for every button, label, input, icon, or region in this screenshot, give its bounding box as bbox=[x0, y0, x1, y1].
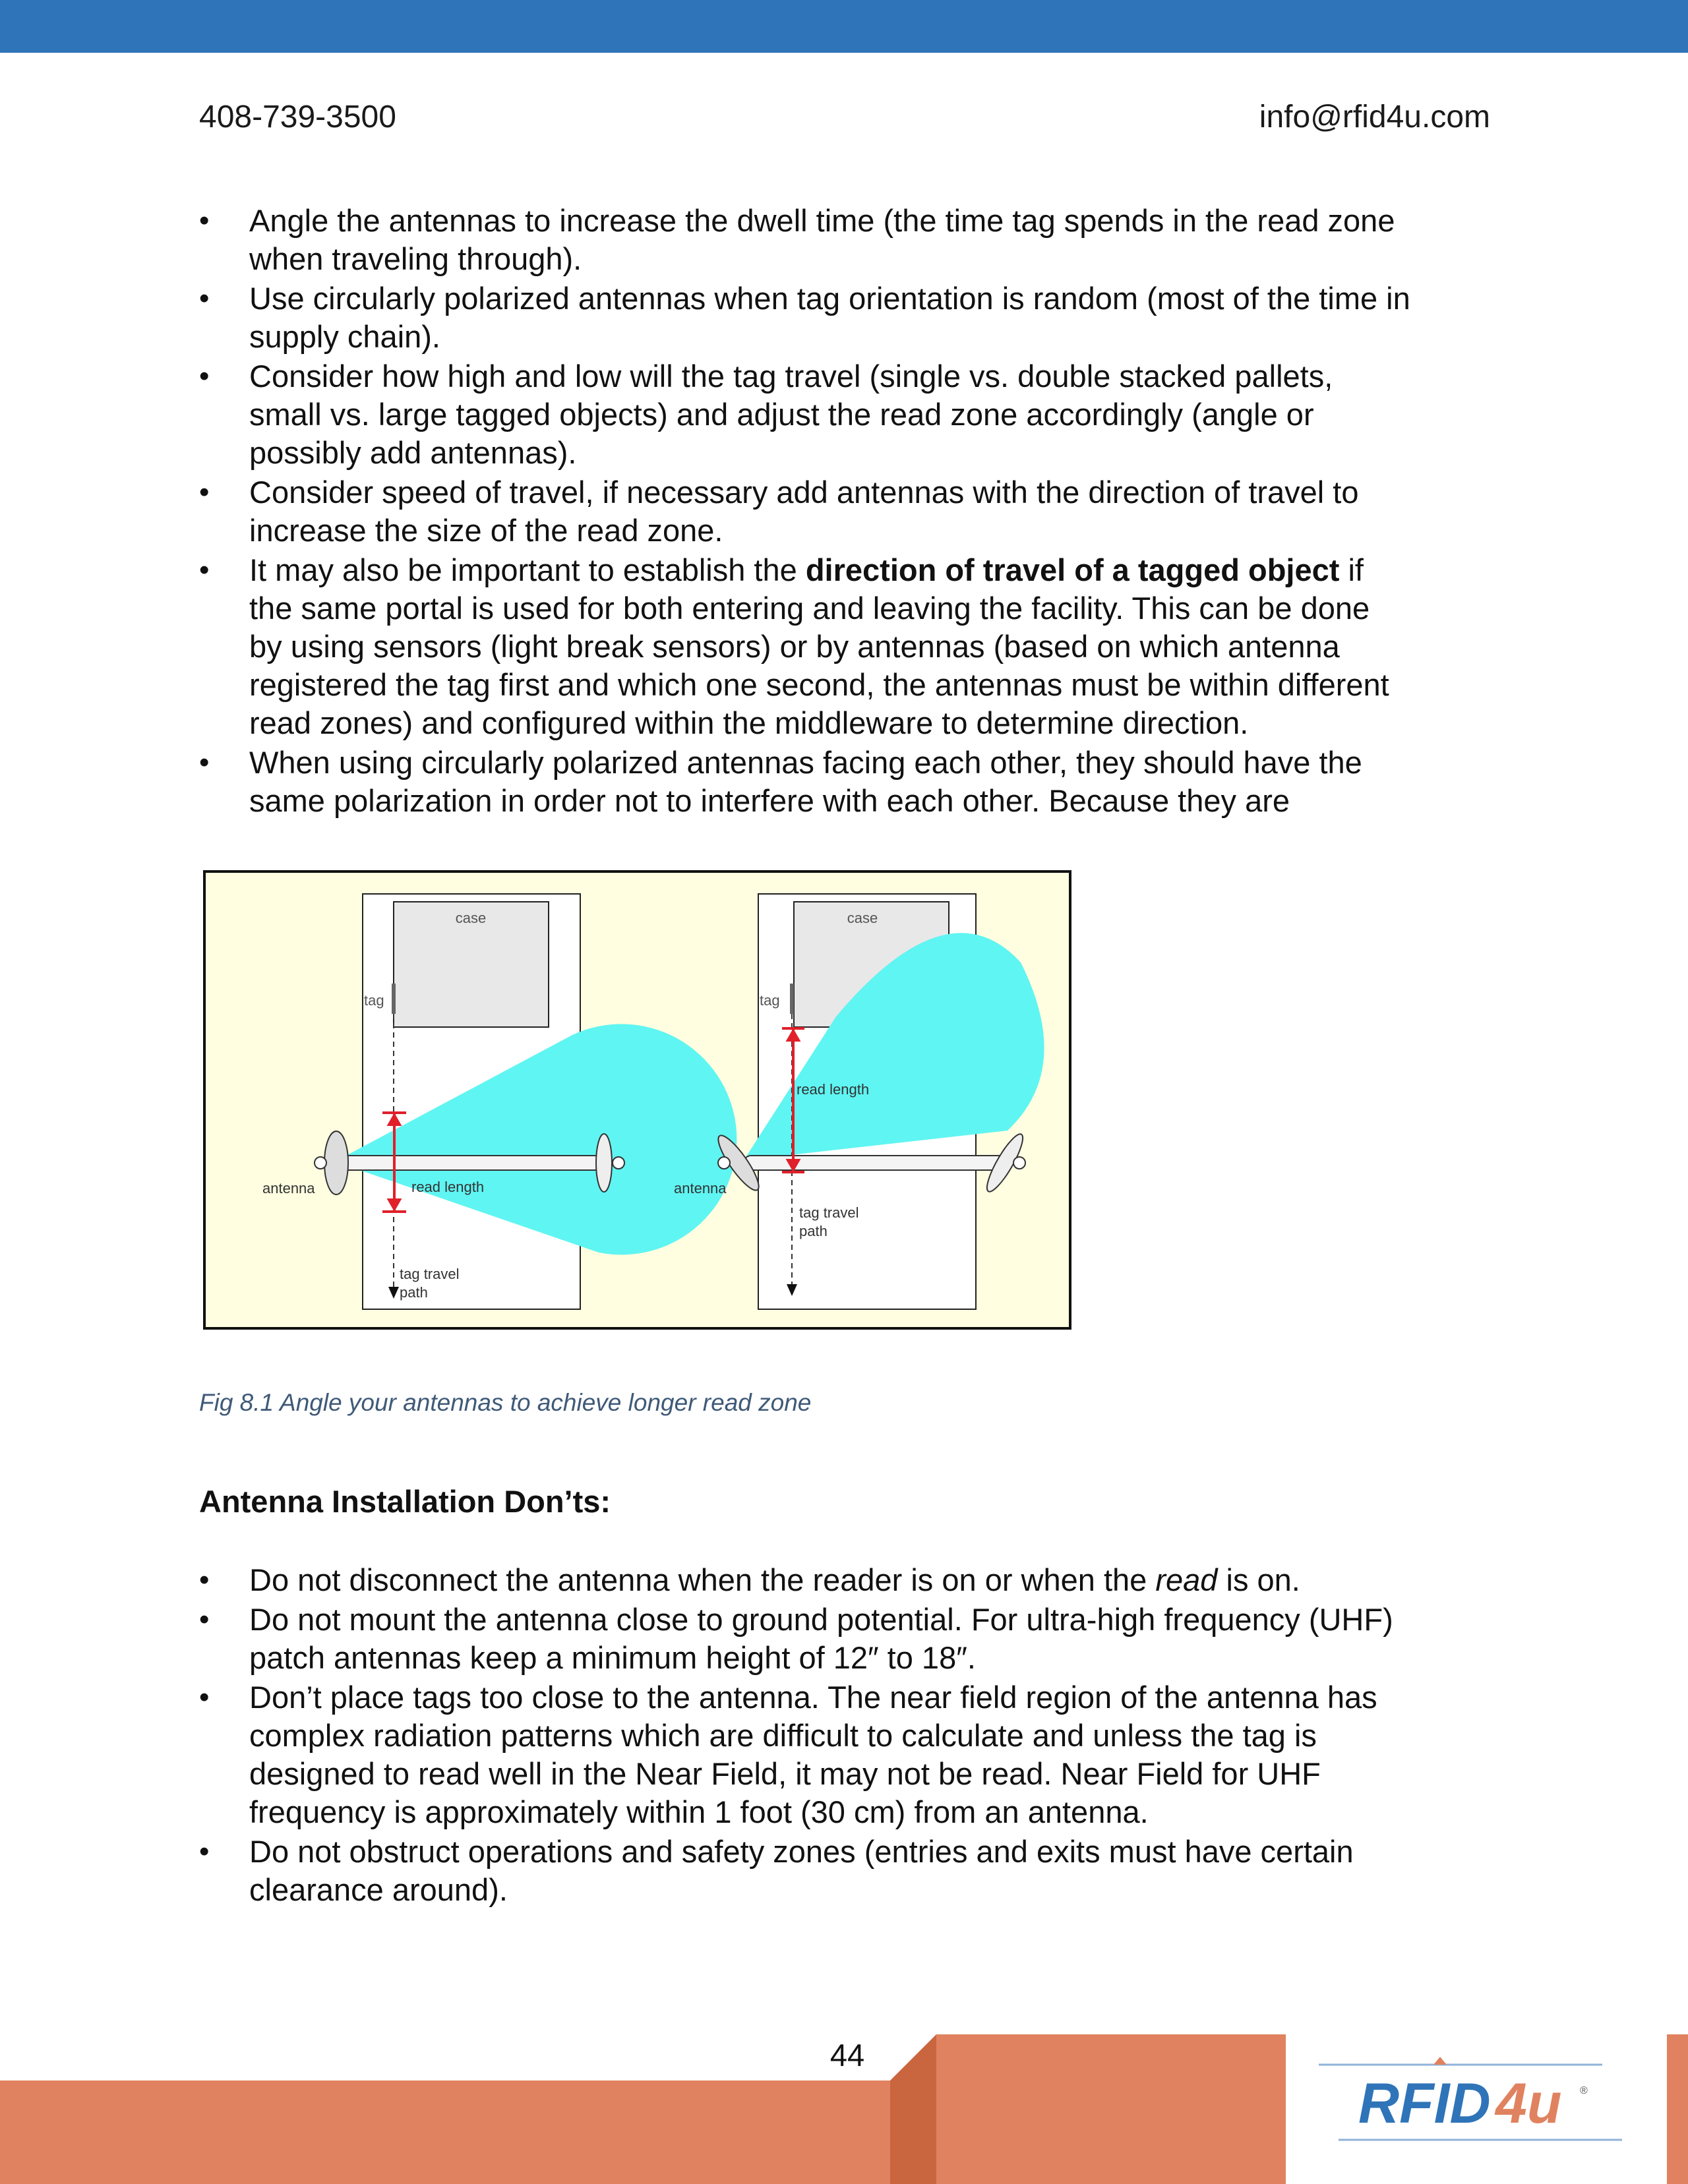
header-phone: 408-739-3500 bbox=[199, 100, 396, 134]
left-antenna-label: antenna bbox=[262, 1180, 315, 1196]
list-item: • Do not mount the antenna close to ground potential. For ultra-high frequency (UHF) patch antennas keep a minimum height of 12″ to 18″. bbox=[199, 1601, 1505, 1677]
right-case-label: case bbox=[847, 910, 878, 926]
left-tag-label: tag bbox=[364, 992, 384, 1009]
list-item: • It may also be important to establish the direction of travel of a tagged object if the same portal is used for both entering and leaving the facility. This can be done by using sensors (light break sensors) or by antennas (based on which antenna registered the tag first and which one second, the antennas must be within different read zones) and configured within the middleware to determine direction. bbox=[199, 551, 1505, 742]
header-email: info@rfid4u.com bbox=[1259, 100, 1490, 134]
page-number: 44 bbox=[829, 2038, 865, 2073]
antenna-angle-figure bbox=[203, 870, 1071, 1330]
right-travel-label-2: path bbox=[799, 1223, 828, 1239]
right-antenna-cable bbox=[744, 1156, 1008, 1170]
figure-caption: Fig 8.1 Angle your antennas to achieve longer read zone bbox=[199, 1389, 812, 1416]
left-tag-mark bbox=[392, 984, 396, 1014]
right-antenna-label: antenna bbox=[674, 1180, 727, 1196]
bullet-list-tips bbox=[199, 202, 1505, 821]
list-item: • Do not obstruct operations and safety zones (entries and exits must have certain clearance around). bbox=[199, 1833, 1505, 1909]
left-antenna-2 bbox=[596, 1134, 612, 1192]
list-item: • When using circularly polarized antennas facing each other, they should have the same polarization in order not to interfere with each other. Because they are bbox=[199, 744, 1505, 820]
right-tag-label: tag bbox=[760, 992, 780, 1009]
right-tag-mark bbox=[790, 984, 794, 1014]
left-antenna-1 bbox=[324, 1131, 348, 1195]
bullet-list-donts bbox=[199, 1561, 1505, 1910]
left-antenna-cable bbox=[335, 1156, 612, 1170]
logo-registered-mark: ® bbox=[1580, 2085, 1588, 2096]
list-item: • Do not disconnect the antenna when the reader is on or when the read is on. bbox=[199, 1561, 1505, 1599]
left-travel-label-2: path bbox=[400, 1284, 428, 1301]
left-read-length-label: read length bbox=[411, 1179, 485, 1195]
logo-text-rfid: RFID bbox=[1358, 2072, 1491, 2135]
right-travel-label-1: tag travel bbox=[799, 1204, 859, 1221]
list-item: • Consider speed of travel, if necessary add antennas with the direction of travel to increase the size of the read zone. bbox=[199, 473, 1505, 550]
right-read-length-label: read length bbox=[797, 1081, 870, 1098]
left-case-label: case bbox=[455, 910, 487, 926]
list-item: • Consider how high and low will the tag travel (single vs. double stacked pallets, small vs. large tagged objects) and adjust the read zone accordingly (angle or possibly add antennas). bbox=[199, 357, 1505, 472]
list-item: • Angle the antennas to increase the dwell time (the time tag spends in the read zone when traveling through). bbox=[199, 202, 1505, 278]
left-travel-label-1: tag travel bbox=[400, 1266, 460, 1282]
rfid4u-logo bbox=[1319, 2050, 1622, 2149]
section-heading: Antenna Installation Don’ts: bbox=[199, 1484, 611, 1519]
list-item: • Use circularly polarized antennas when tag orientation is random (most of the time in supply chain). bbox=[199, 280, 1505, 356]
header-bar bbox=[0, 0, 1688, 53]
list-item: • Don’t place tags too close to the antenna. The near field region of the antenna has complex radiation patterns which are difficult to calculate and unless the tag is designed to read well in the Near Field, it may not be read. Near Field for UHF frequency is approximately within 1 foot (30 cm) from an antenna. bbox=[199, 1678, 1505, 1831]
logo-text-4u: 4u bbox=[1495, 2072, 1562, 2135]
